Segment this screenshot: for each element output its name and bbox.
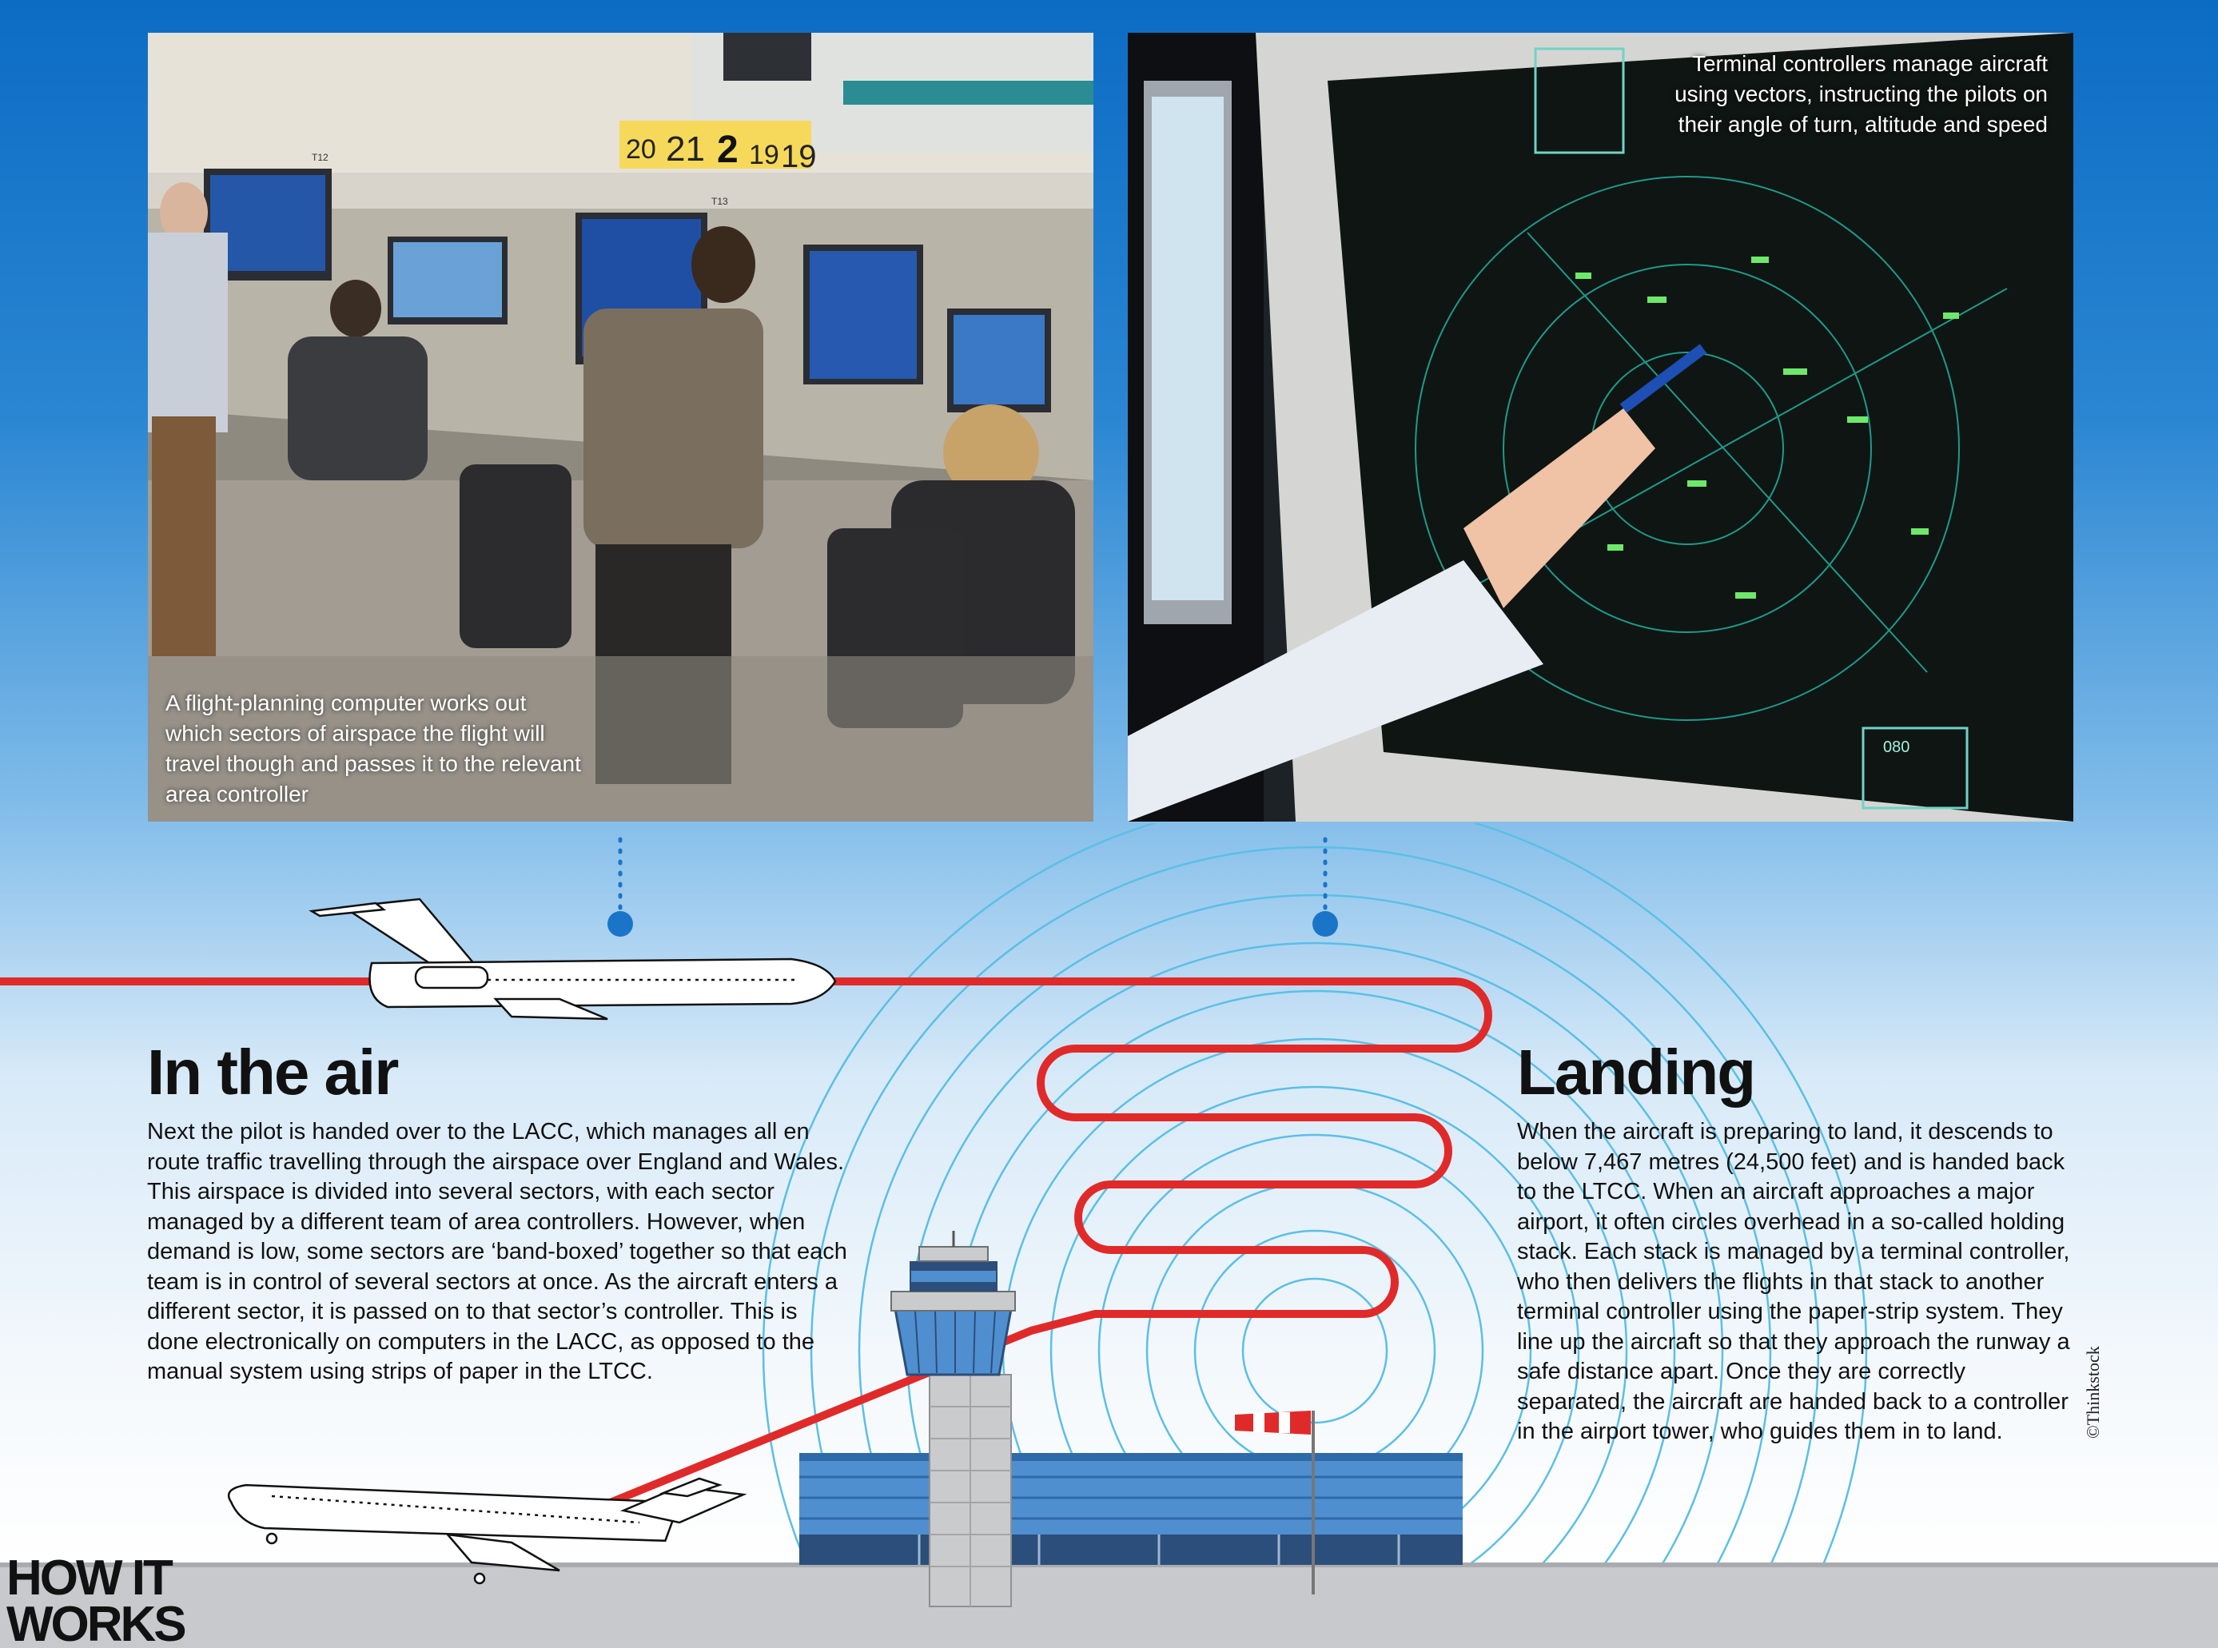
how-it-works-logo xyxy=(6,1550,185,1652)
photo-connector-left xyxy=(607,839,633,937)
desk-tag-t13: T13 xyxy=(711,196,728,207)
cruising-aircraft xyxy=(312,899,835,1019)
in-the-air-heading: In the air xyxy=(147,1037,398,1108)
in-the-air-text: Next the pilot is handed over to the LACC, which manages all en route traffic travelling through the airspace over England and Wales. This airspace is divided into several sectors, with each sector managed by a different team of area controllers. However, when demand is low, some sectors are ‘band-boxed’ together so that each team is in control of several sectors at once. As the aircraft enters a different sector, it is passed on to that sector’s controller. This is done electronically on computers in the LACC, as opposed to the manual system using strips of paper in the LTCC. xyxy=(147,1119,847,1384)
photo-connector-right xyxy=(1312,839,1338,937)
desk-number-19a: 19 xyxy=(749,140,779,170)
landing-heading: Landing xyxy=(1517,1037,1755,1108)
radar-screen-caption: Terminal controllers manage aircraft using vectors, instructing the pilots on their angle of turn, altitude and speed xyxy=(1674,51,2048,137)
photo-credit: ©Thinkstock xyxy=(2083,1346,2103,1439)
desk-number-2: 2 xyxy=(717,129,739,171)
desk-number-19b: 19 xyxy=(781,139,817,174)
landing-text: When the aircraft is preparing to land, it descends to below 7,467 metres (24,500 feet) and is handed back to the LTCC. When an aircraft approaches a major airport, it often circles overhead in a so-called holding stack. Each stack is managed by a terminal controller, who then delivers the flights in that stack to another terminal controller using the paper-strip system. They line up the aircraft so that they approach the runway a safe distance apart. Once they are correctly separated, the aircraft are handed back to a controller in the airport tower, who guides them in to land. xyxy=(1517,1119,2070,1444)
terminal-building xyxy=(799,1453,1463,1565)
logo-line-1: HOW IT xyxy=(6,1550,171,1606)
desk-number-21: 21 xyxy=(666,129,705,169)
radar-tag-080: 080 xyxy=(1883,738,1910,756)
control-room-caption: A flight-planning computer works out which sectors of airspace the flight will travel though and passes it to the relevant area controller xyxy=(165,691,581,806)
logo-line-2: WORKS xyxy=(6,1597,185,1652)
desk-number-20: 20 xyxy=(626,134,656,165)
desk-tag-t12: T12 xyxy=(312,152,329,163)
